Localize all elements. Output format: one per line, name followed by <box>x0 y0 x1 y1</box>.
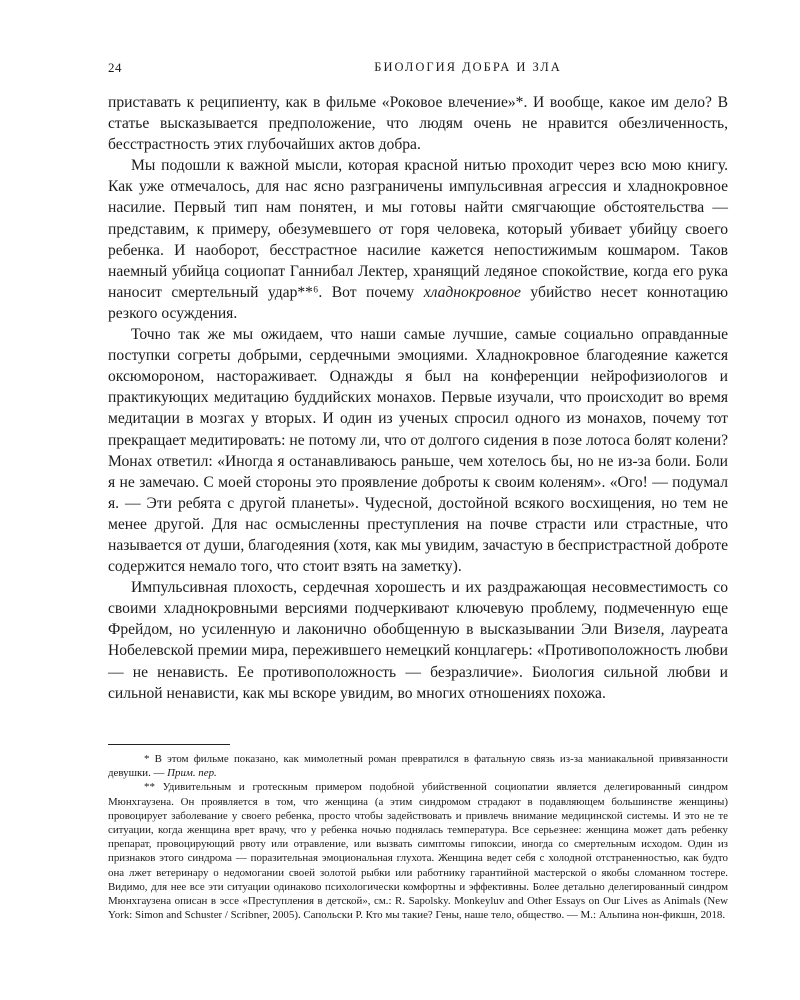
paragraph <box>108 155 728 324</box>
paragraph: Импульсивная плохость, сердечная хорошесть и их раздражающая несовместимость со своими хладнокровными версиями подчеркивают ключевую проблему, подмеченную еще Фрейдом, но усиленную и лаконично обобщенную в высказывании Эли Визеля, лауреата Нобелевской премии мира, пережившего немецкий концлагерь: «Противоположность любви — не ненависть. Ее противоположность — безразличие». Биология сильной любви и сильной ненависти, как мы вскоре увидим, во многих отношениях похожа. <box>108 579 728 702</box>
paragraph-text: убийство несет коннотацию резкого осуждения. <box>108 283 728 322</box>
footnote-note: Прим. пер. <box>167 767 217 780</box>
page-header <box>108 60 728 80</box>
footnote-divider <box>108 744 230 745</box>
footnote-text: ** Удивительным и гротескным примером подобной убийственной социопатии является делегированный синдром Мюнхгаузена. Он проявляется в том, что женщина (а этим синдромом страдают в подавляющем большинстве женщины) провоцирует заболевание у своего ребенка, просто чтобы задействовать и привлечь внимание медицинской системы. И это не те ситуации, когда женщина врет врачу, что у ребенка ночью поднялась температура. Все серьезнее: женщина может дать ребенку препарат, провоцирующий рвоту или отравление, или вызвать симптомы гипоксии, иногда со смертельным исходом. Один из признаков этого синдрома — поразительная эмоциональная глухота. Женщина ведет себя с холодной отстраненностью, как будто она лжет ветеринару о недомогании своей золотой рыбки или работнику гарантийной мастерской о якобы сломанном тостере. Видимо, для нее все эти ситуации одинаково психологически комфортны и эффективны. Более детально делегированный синдром Мюнхгаузена описан в эссе «Преступления в детской», см.: R. Sapolsky. Monkeyluv and Other Essays on Our Lives as Animals (New York: Simon and Schuster / Scribner, 2005). Сапольски Р. Кто мы такие? Гены, наше тело, общество. — М.: Альпина нон-фикшн, 2018. <box>108 781 728 922</box>
running-title: БИОЛОГИЯ ДОБРА И ЗЛА <box>374 60 562 74</box>
paragraph-text: Мы подошли к важной мысли, которая красной нитью проходит через всю мою книгу. Как уже отмечалось, для нас ясно разграничены импульсивная агрессия и хладнокровное насилие. Первый тип нам понятен, и мы готовы найти смягчающие обстоятельства — представим, к примеру, обезумевшего от горя человека, который убивает убийцу своего ребенка. И наоборот, бесстрастное насилие кажется непостижимым кошмаром. Таков наемный убийца социопат Ганнибал Лектер, хранящий ледяное спокойствие, когда его рука наносит смертельный удар**⁶. Вот почему <box>108 157 728 301</box>
paragraph: Точно так же мы ожидаем, что наши самые лучшие, самые социально оправданные поступки согреты добрыми, сердечными эмоциями. Хладнокровное благодеяние кажется оксюмороном, настораживает. Однажды я был на конференции нейрофизиологов и практикующих медитацию буддийских монахов. Первые изучали, что происходит во время медитации в мозгах у вторых. И один из ученых спросил одного из монахов, почему тот прекращает медитировать: не потому ли, что от долгого сидения в позе лотоса болят колени? Монах ответил: «Иногда я останавливаюсь раньше, чем хотелось бы, но не из-за боли. Боли я не замечаю. С моей стороны это проявление доброты к своим коленям». «Ого! — подумал я. — Эти ребята с другой планеты». Чудесной, достойной всякого восхищения, но тем не менее другой. Для нас осмысленны преступления на почве страсти или страстные, что называется от души, благодеяния (хотя, как мы увидим, зачастую в беспристрастной доброте содержится немало того, что стоит взять на заметку). <box>108 326 728 576</box>
paragraph: приставать к реципиенту, как в фильме «Роковое влечение»*. И вообще, какое им дело? В статье высказывается предположение, что людям очень не нравится обезличенность, бесстрастность этих глубочайших актов добра. <box>108 94 728 154</box>
footnotes <box>108 752 728 922</box>
page-number: 24 <box>108 60 122 75</box>
footnote <box>108 752 728 780</box>
italic-term: хладнокровное <box>423 283 521 301</box>
footnote <box>108 780 728 922</box>
footnote-text: * В этом фильме показано, как мимолетный роман превратился в фатальную связь из-за маниакальной привязанности девушки. — <box>108 753 728 780</box>
body-text <box>108 92 728 704</box>
